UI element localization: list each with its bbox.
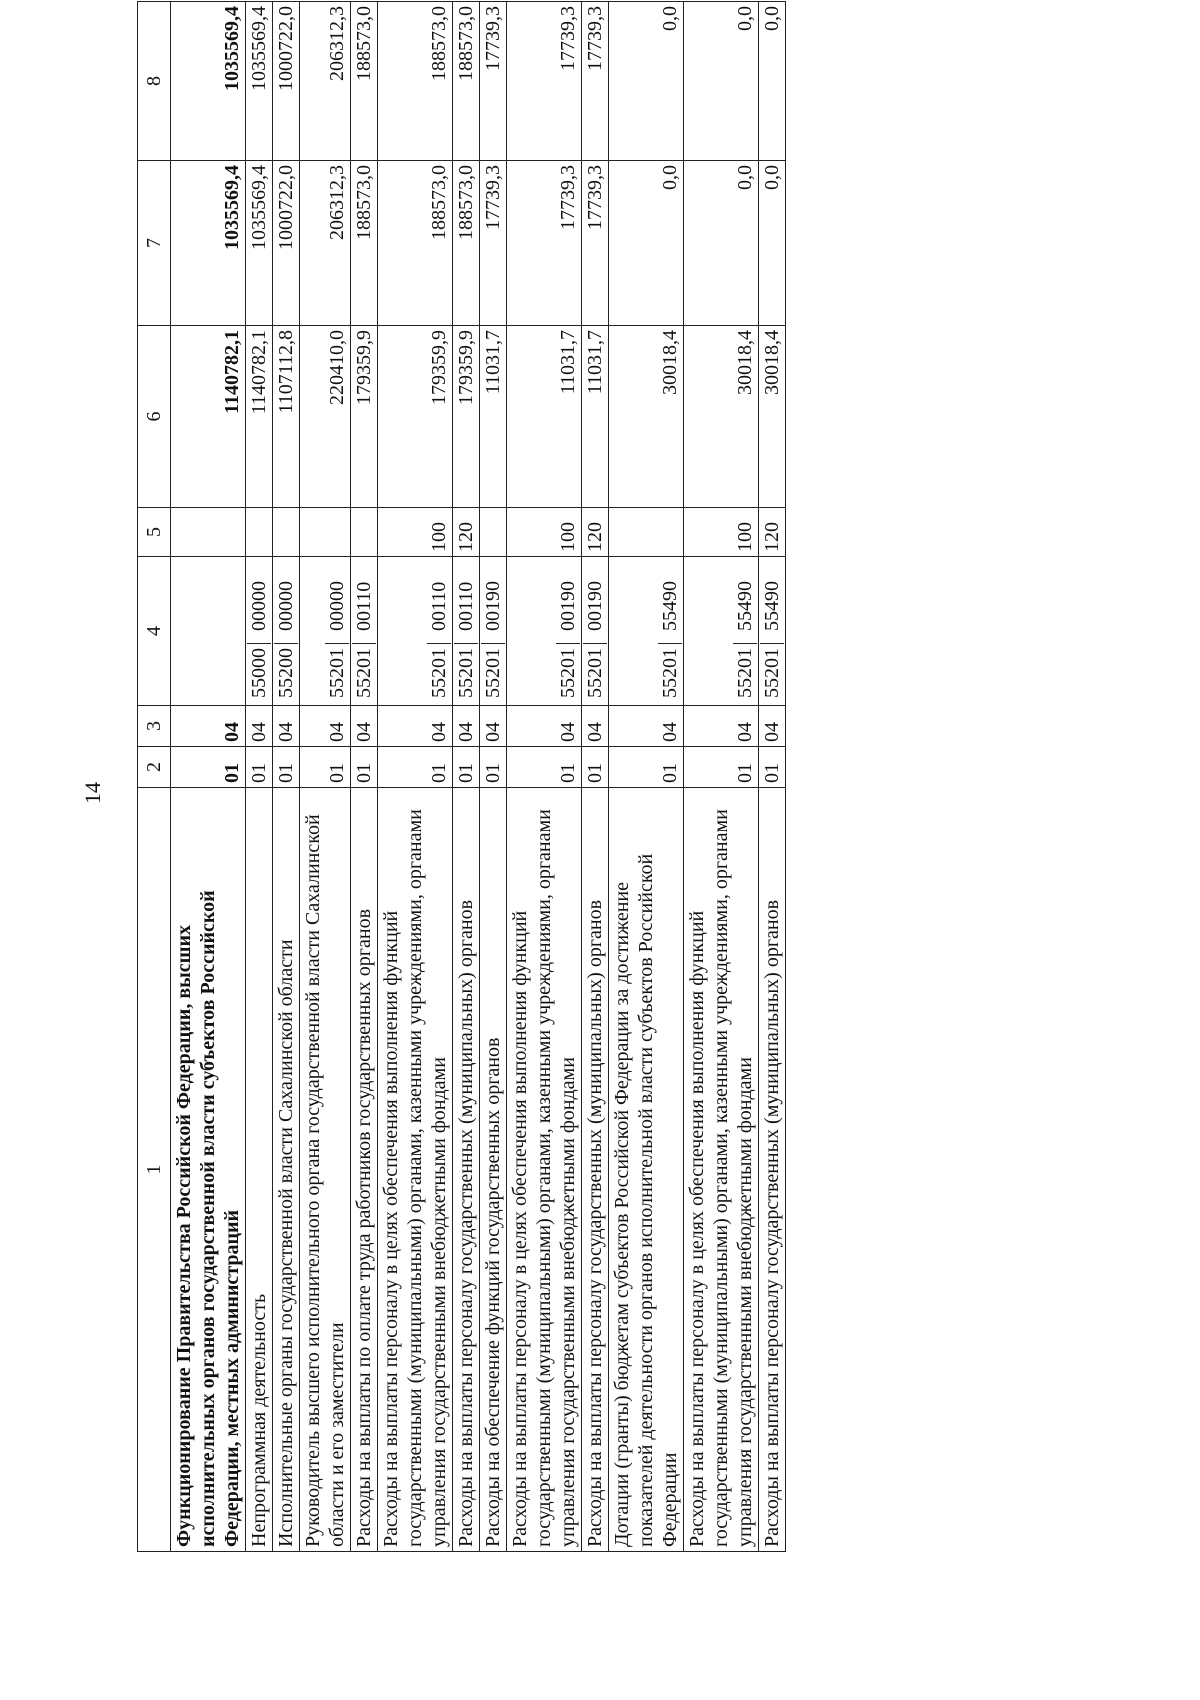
row-section: 01 — [246, 747, 273, 788]
row-amount-col6: 30018,4 — [684, 326, 759, 508]
row-direction-code: 00110 — [353, 581, 375, 631]
row-amount-col8: 17739,3 — [480, 2, 507, 161]
table-row — [684, 2, 759, 1552]
row-program-code: 55000 — [247, 643, 271, 701]
row-target-article — [507, 557, 582, 706]
row-amount-col7: 1035569,4 — [246, 161, 273, 326]
row-amount-col7: 206312,3 — [300, 161, 351, 326]
row-target-article — [759, 557, 786, 706]
row-expense-type: 100 — [684, 508, 759, 557]
table-row — [507, 2, 582, 1552]
table-row — [582, 2, 609, 1552]
row-target-article — [246, 557, 273, 706]
row-amount-col6: 179359,9 — [378, 326, 453, 508]
row-program-code: 55201 — [733, 643, 757, 701]
row-amount-col8: 0,0 — [684, 2, 759, 161]
table-row — [273, 2, 300, 1552]
row-direction-code: 55490 — [734, 581, 756, 631]
row-amount-col6: 1140782,1 — [246, 326, 273, 508]
row-subsection: 04 — [378, 706, 453, 747]
row-amount-col8: 0,0 — [609, 2, 684, 161]
row-expense-type: 120 — [582, 508, 609, 557]
col-header-2: 2 — [138, 747, 171, 788]
row-target-article — [171, 557, 246, 706]
row-program-code: 55201 — [583, 643, 607, 701]
row-amount-col8: 0,0 — [759, 2, 786, 161]
row-amount-col6: 179359,9 — [453, 326, 480, 508]
row-program-code: 55201 — [427, 643, 451, 701]
table-row — [378, 2, 453, 1552]
row-section: 01 — [273, 747, 300, 788]
row-target-article — [300, 557, 351, 706]
row-amount-col7: 0,0 — [684, 161, 759, 326]
row-expense-type — [171, 508, 246, 557]
row-name: Расходы на выплаты персоналу государственных (муниципальных) органов — [582, 788, 609, 1552]
row-amount-col6: 11031,7 — [582, 326, 609, 508]
row-subsection: 04 — [300, 706, 351, 747]
row-name: Расходы на выплаты персоналу государственных (муниципальных) органов — [759, 788, 786, 1552]
row-direction-code: 00190 — [482, 581, 504, 631]
table-row — [609, 2, 684, 1552]
table-row — [351, 2, 378, 1552]
row-amount-col8: 17739,3 — [507, 2, 582, 161]
row-name: Функционирование Правительства Российской Федерации, высших исполнительных органов государственной власти субъектов Российской Федерации, местных администраций — [171, 788, 246, 1552]
row-program-code: 55200 — [274, 643, 298, 701]
row-amount-col7: 188573,0 — [378, 161, 453, 326]
col-header-8: 8 — [138, 2, 171, 161]
col-header-3: 3 — [138, 706, 171, 747]
row-name: Дотации (гранты) бюджетам субъектов Российской Федерации за достижение показателей деятельности органов исполнительной власти субъектов Российской Федерации — [609, 788, 684, 1552]
row-section: 01 — [609, 747, 684, 788]
row-section: 01 — [300, 747, 351, 788]
row-amount-col8: 188573,0 — [453, 2, 480, 161]
table-row — [480, 2, 507, 1552]
table-row — [171, 2, 246, 1552]
row-amount-col7: 17739,3 — [480, 161, 507, 326]
row-name: Расходы на выплаты по оплате труда работников государственных органов — [351, 788, 378, 1552]
row-amount-col6: 30018,4 — [609, 326, 684, 508]
row-amount-col6: 11031,7 — [507, 326, 582, 508]
row-amount-col8: 188573,0 — [351, 2, 378, 161]
row-name: Расходы на выплаты персоналу в целях обеспечения выполнения функций государственными (муниципальными) органами, казенными учреждениями, органами управления государственными внебюджетными фондами — [507, 788, 582, 1552]
col-header-6: 6 — [138, 326, 171, 508]
row-name: Расходы на выплаты персоналу в целях обеспечения выполнения функций государственными (муниципальными) органами, казенными учреждениями, органами управления государственными внебюджетными фондами — [684, 788, 759, 1552]
row-amount-col8: 17739,3 — [582, 2, 609, 161]
row-direction-code: 55490 — [659, 581, 681, 631]
row-program-code: 55201 — [556, 643, 580, 701]
table-row — [300, 2, 351, 1552]
row-amount-col8: 1000722,0 — [273, 2, 300, 161]
row-section: 01 — [684, 747, 759, 788]
table-row — [246, 2, 273, 1552]
row-direction-code: 00000 — [248, 581, 270, 631]
row-amount-col7: 17739,3 — [507, 161, 582, 326]
row-expense-type: 120 — [759, 508, 786, 557]
row-expense-type — [480, 508, 507, 557]
row-section: 01 — [582, 747, 609, 788]
budget-table — [137, 1, 786, 1552]
row-program-code: 55201 — [352, 643, 376, 701]
row-expense-type: 100 — [378, 508, 453, 557]
row-target-article — [273, 557, 300, 706]
row-amount-col7: 188573,0 — [351, 161, 378, 326]
row-expense-type: 100 — [507, 508, 582, 557]
row-section: 01 — [480, 747, 507, 788]
row-subsection: 04 — [507, 706, 582, 747]
header-row — [138, 2, 171, 1552]
row-subsection: 04 — [759, 706, 786, 747]
row-target-article — [609, 557, 684, 706]
row-expense-type — [273, 508, 300, 557]
row-amount-col6: 220410,0 — [300, 326, 351, 508]
col-header-7: 7 — [138, 161, 171, 326]
row-direction-code: 00000 — [275, 581, 297, 631]
page-number: 14 — [80, 782, 105, 804]
row-name: Расходы на выплаты персоналу государственных (муниципальных) органов — [453, 788, 480, 1552]
row-direction-code: 55490 — [761, 581, 783, 631]
row-direction-code: 00190 — [557, 581, 579, 631]
row-subsection: 04 — [246, 706, 273, 747]
col-header-4: 4 — [138, 557, 171, 706]
row-amount-col6: 30018,4 — [759, 326, 786, 508]
row-program-code: 55201 — [325, 643, 349, 701]
row-name: Расходы на обеспечение функций государственных органов — [480, 788, 507, 1552]
row-direction-code: 00110 — [455, 581, 477, 631]
row-target-article — [582, 557, 609, 706]
row-amount-col6: 11031,7 — [480, 326, 507, 508]
row-section: 01 — [759, 747, 786, 788]
row-amount-col7: 17739,3 — [582, 161, 609, 326]
row-subsection: 04 — [684, 706, 759, 747]
table-row — [453, 2, 480, 1552]
row-subsection: 04 — [453, 706, 480, 747]
row-name: Руководитель высшего исполнительного органа государственной власти Сахалинской области и его заместители — [300, 788, 351, 1552]
row-target-article — [453, 557, 480, 706]
row-expense-type — [351, 508, 378, 557]
row-program-code: 55201 — [658, 643, 682, 701]
table-row — [759, 2, 786, 1552]
row-amount-col6: 1107112,8 — [273, 326, 300, 508]
row-program-code: 55201 — [481, 643, 505, 701]
row-amount-col7: 0,0 — [759, 161, 786, 326]
col-header-1: 1 — [138, 788, 171, 1552]
row-subsection: 04 — [171, 706, 246, 747]
row-amount-col8: 1035569,4 — [171, 2, 246, 161]
row-section: 01 — [351, 747, 378, 788]
row-expense-type — [300, 508, 351, 557]
row-subsection: 04 — [480, 706, 507, 747]
row-amount-col8: 188573,0 — [378, 2, 453, 161]
row-direction-code: 00000 — [326, 581, 348, 631]
row-section: 01 — [171, 747, 246, 788]
row-name: Непрограммная деятельность — [246, 788, 273, 1552]
budget-table-container — [137, 6, 1087, 1552]
row-target-article — [480, 557, 507, 706]
row-direction-code: 00190 — [584, 581, 606, 631]
row-direction-code: 00110 — [428, 581, 450, 631]
row-section: 01 — [507, 747, 582, 788]
row-expense-type — [246, 508, 273, 557]
row-subsection: 04 — [351, 706, 378, 747]
row-section: 01 — [453, 747, 480, 788]
row-expense-type: 120 — [453, 508, 480, 557]
row-target-article — [378, 557, 453, 706]
row-name: Исполнительные органы государственной власти Сахалинской области — [273, 788, 300, 1552]
col-header-5: 5 — [138, 508, 171, 557]
row-name: Расходы на выплаты персоналу в целях обеспечения выполнения функций государственными (муниципальными) органами, казенными учреждениями, органами управления государственными внебюджетными фондами — [378, 788, 453, 1552]
row-amount-col8: 206312,3 — [300, 2, 351, 161]
row-program-code: 55201 — [760, 643, 784, 701]
row-amount-col6: 1140782,1 — [171, 326, 246, 508]
row-target-article — [684, 557, 759, 706]
row-amount-col7: 1000722,0 — [273, 161, 300, 326]
row-amount-col7: 0,0 — [609, 161, 684, 326]
row-subsection: 04 — [609, 706, 684, 747]
row-program-code: 55201 — [454, 643, 478, 701]
row-section: 01 — [378, 747, 453, 788]
row-subsection: 04 — [582, 706, 609, 747]
row-target-article — [351, 557, 378, 706]
row-amount-col7: 188573,0 — [453, 161, 480, 326]
row-amount-col7: 1035569,4 — [171, 161, 246, 326]
row-expense-type — [609, 508, 684, 557]
row-amount-col6: 179359,9 — [351, 326, 378, 508]
row-subsection: 04 — [273, 706, 300, 747]
row-amount-col8: 1035569,4 — [246, 2, 273, 161]
